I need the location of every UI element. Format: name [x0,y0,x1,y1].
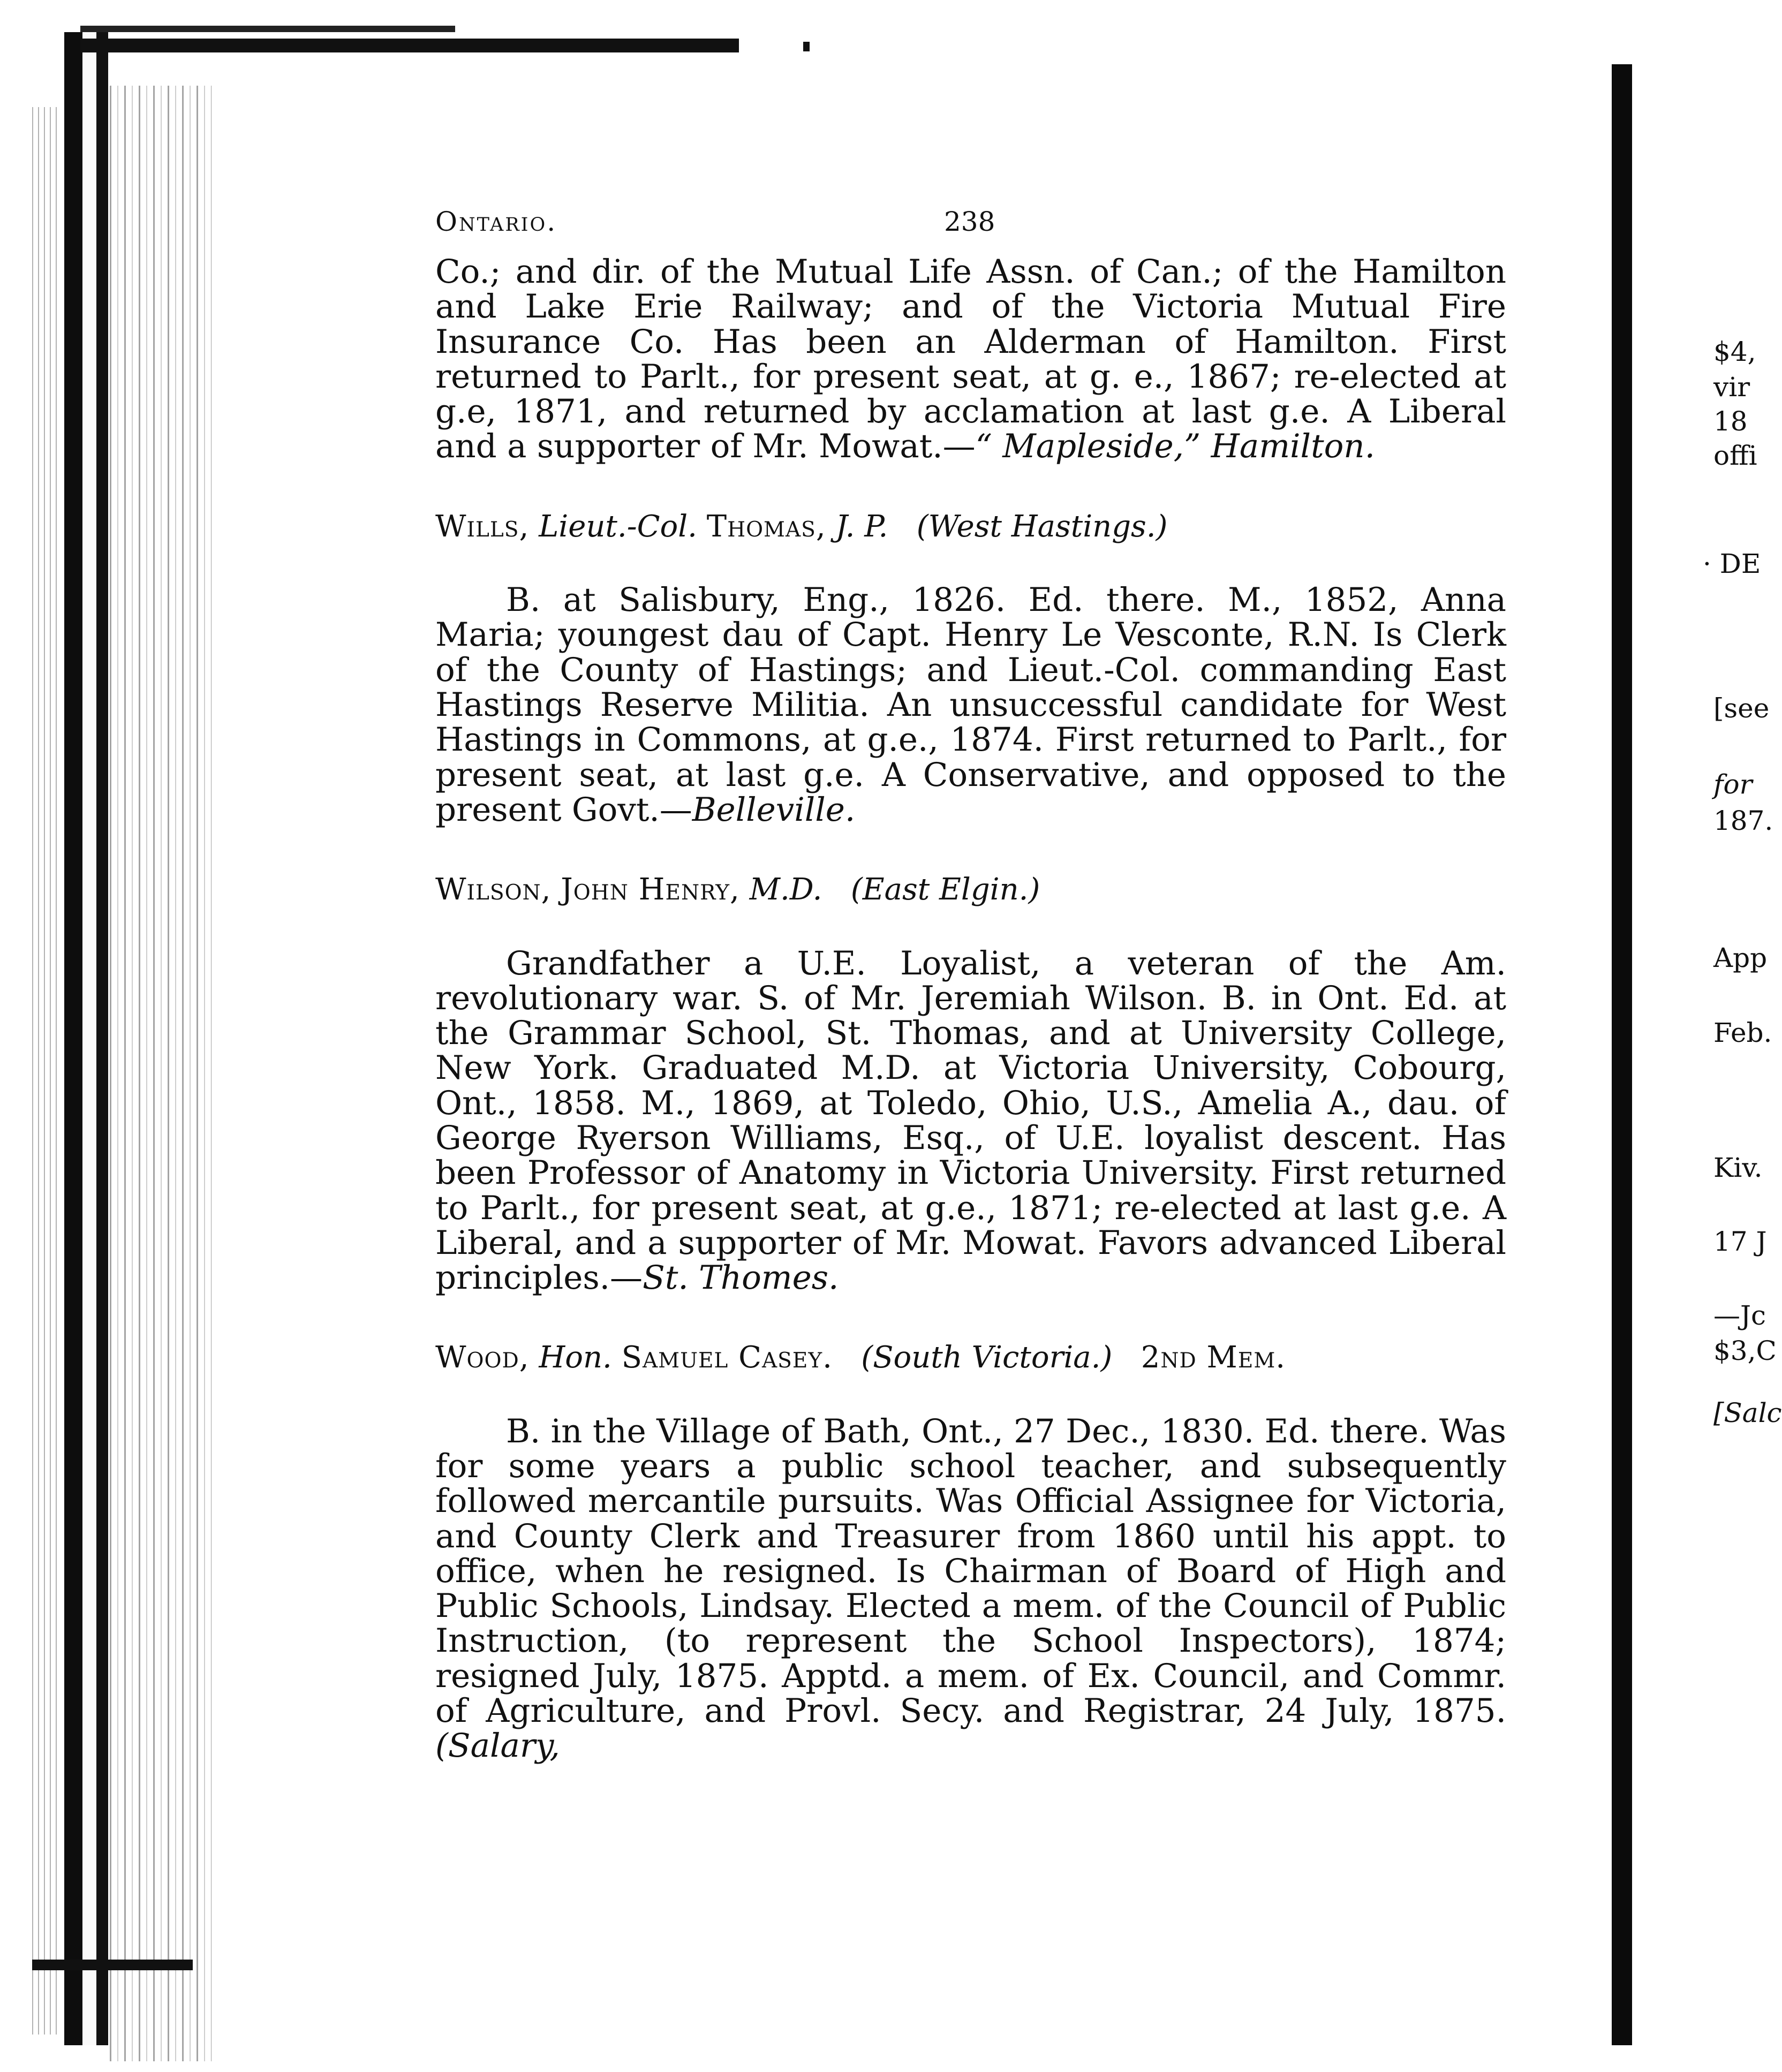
continued-entry [435,254,1506,464]
binding-shadow-outer [32,107,59,2035]
entry-body-text: B. at Salisbury, Eng., 1826. Ed. there. M., 1852, Anna Maria; youngest dau of Capt. Henry Le Vesconte, R.N. Is Clerk of the County of Hastings; and Lieut.-Col. commanding East Hastings Reserve Militia. An unsuccessful candidate for West Hastings in Commons, at g.e., 1874. First returned to Parlt., for present seat, at last g.e. A Conservative, and opposed to the present Govt.— [435,581,1506,829]
section-title: Ontario. [435,206,557,237]
entry-constituency: (West Hastings.) [916,509,1168,544]
entry-note: 2nd Mem. [1141,1340,1286,1375]
entry-heading-wood [435,1341,1506,1374]
margin-fragment: 18 [1713,406,1748,437]
entry-body-text: Grandfather a U.E. Loyalist, a veteran of the Am. revolutionary war. S. of Mr. Jeremiah Wilson. B. in Ont. Ed. at the Grammar School, St. Thomas, and at University College, New York. Graduated M.D. at Victoria University, Cobourg, Ont., 1858. M., 1869, at Toledo, Ohio, U.S., Amelia A., dau. of George Ryerson Williams, Esq., of U.E. loyalist descent. Has been Professor of Anatomy in Victoria University. First returned to Parlt., for present seat, at g.e., 1871; re-elected at last g.e. A Liberal, and a supporter of Mr. Mowat. Favors advanced Liberal principles.— [435,944,1506,1297]
top-scan-mark [803,42,810,51]
margin-fragment: Kiv. [1713,1152,1763,1183]
entry-residence: St. Thomes. [643,1259,839,1297]
entry-rank: Hon. [539,1340,612,1375]
margin-fragment: Feb. [1713,1017,1772,1048]
entry-surname: Wilson, [435,872,552,908]
entry-given-name: Samuel Casey. [621,1340,833,1375]
entry-residence: Belleville. [692,790,856,829]
binding-scan-noise [110,86,212,2061]
margin-fragment: 17 J [1713,1226,1767,1257]
margin-fragment: App [1713,942,1768,973]
entry-constituency: (South Victoria.) [861,1340,1113,1375]
entry-surname: Wood, [435,1340,530,1375]
top-scan-rule-thin [80,26,455,32]
margin-fragment: $3,C [1713,1335,1777,1366]
entry-body-wood [435,1414,1506,1764]
entry-heading-wilson [435,873,1506,906]
entry-body-text: B. in the Village of Bath, Ont., 27 Dec., 1830. Ed. there. Was for some years a public school teacher, and subsequently followed mercantile pursuits. Was Official Assignee for Victoria, and County Clerk and Treasurer from 1860 until his appt. to office, when he resigned. Is Chairman of Board of High and Public Schools, Lindsay. Elected a mem. of the Council of Public Instruction, (to represent the School Inspectors), 1874; resigned July, 1875. Apptd. a mem. of Ex. Council, and Commr. of Agriculture, and Provl. Secy. and Registrar, 24 July, 1875. [435,1412,1506,1730]
entry-constituency: (East Elgin.) [850,872,1040,908]
margin-fragment: offi [1713,440,1757,471]
right-page-edge-rule [1612,64,1632,2045]
entry-suffix: M.D. [749,872,822,908]
running-head [435,206,1506,254]
margin-fragment: [see [1713,693,1770,724]
entry-body-wilson [435,946,1506,1296]
margin-fragment: $4, [1713,336,1756,367]
page-binding-inner [96,32,108,2045]
margin-fragment: 187. [1713,805,1773,836]
margin-fragment: for [1713,769,1753,800]
entry-tail: (Salary, [435,1727,560,1765]
entry-surname: Wills, [435,509,530,544]
page-content [435,206,1506,1764]
margin-fragment: · DE [1703,548,1761,579]
adjacent-page-fragment [1703,0,1782,2072]
page-binding-edge [64,32,82,2045]
entry-given-name: Thomas, [706,509,826,544]
top-scan-rule [80,39,739,52]
bottom-scan-rule [32,1960,193,1970]
page-binding-gap [82,32,96,2045]
page-number: 238 [944,206,995,237]
entry-body-wills [435,583,1506,827]
margin-fragment: vir [1713,372,1750,403]
entry-rank: Lieut.-Col. [539,509,697,544]
entry-heading-wills [435,510,1506,543]
margin-fragment: —Jc [1713,1300,1766,1331]
entry-suffix: J. P. [835,509,888,544]
entry-given-name: John Henry, [561,872,740,908]
margin-fragment: [Salc [1713,1397,1782,1428]
continued-entry-residence: “ Mapleside,” Hamilton. [975,427,1375,466]
continued-entry-body: Co.; and dir. of the Mutual Life Assn. of Can.; of the Hamilton and Lake Erie Railway; and of the Victoria Mutual Fire Insurance Co. Has been an Alderman of Hamilton. First returned to Parlt., for present seat, at g. e., 1867; re-elected at g.e, 1871, and returned by acclamation at last g.e. A Liberal and a supporter of Mr. Mowat.— [435,253,1506,466]
